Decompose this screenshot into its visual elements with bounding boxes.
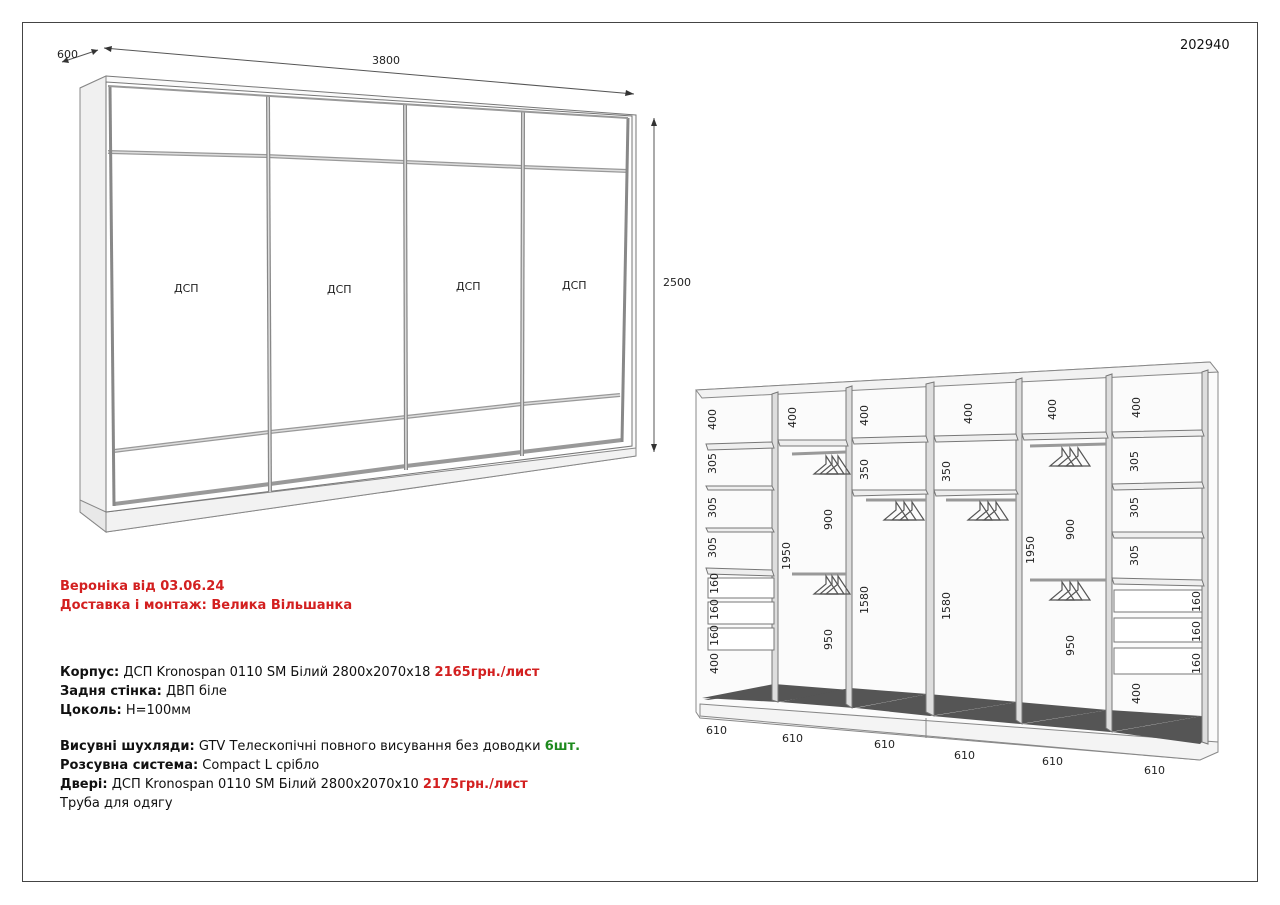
s4-label-3: 1580 — [940, 592, 953, 620]
s1-label-8: 400 — [708, 653, 721, 674]
s2-label-3: 900 — [822, 509, 835, 530]
width-label-3: 610 — [874, 738, 895, 751]
door-label-3: ДСП — [456, 280, 481, 293]
s5-label-4: 950 — [1064, 635, 1077, 656]
width-label-2: 610 — [782, 732, 803, 745]
s4-label-1: 400 — [962, 403, 975, 424]
order-number: 202940 — [1180, 38, 1230, 53]
s6-label-3: 305 — [1128, 497, 1141, 518]
s1-label-3: 305 — [706, 497, 719, 518]
s2-label-4: 950 — [822, 629, 835, 650]
spec-body: Корпус: ДСП Kronospan 0110 SM Білий 2800х2070х18 2165грн./лист — [60, 665, 540, 680]
s3-label-3: 1580 — [858, 586, 871, 614]
spec-sliding: Розсувна система: Compact L срібло — [60, 758, 320, 773]
spec-doors: Двері: ДСП Kronospan 0110 SM Білий 2800х2070х10 2175грн./лист — [60, 777, 528, 792]
s6-label-2: 305 — [1128, 451, 1141, 472]
spec-back: Задня стінка: ДВП біле — [60, 684, 227, 699]
s2-label-1: 400 — [786, 407, 799, 428]
door-label-2: ДСП — [327, 283, 352, 296]
specs-block-2 — [60, 737, 580, 813]
s1-label-4: 305 — [706, 537, 719, 558]
s5-label-1: 400 — [1046, 399, 1059, 420]
s1-label-5: 160 — [708, 573, 721, 594]
s5-label-3: 900 — [1064, 519, 1077, 540]
depth-label: 600 — [57, 48, 78, 61]
height-label: 2500 — [663, 276, 691, 289]
door-label-1: ДСП — [174, 282, 199, 295]
width-label-6: 610 — [1144, 764, 1165, 777]
s4-label-2: 350 — [940, 461, 953, 482]
specs-block-1 — [60, 663, 539, 720]
s6-label-7: 160 — [1190, 653, 1203, 674]
s2-label-2: 1950 — [780, 542, 793, 570]
width-label-4: 610 — [954, 749, 975, 762]
s1-label-2: 305 — [706, 453, 719, 474]
s1-label-7: 160 — [708, 625, 721, 646]
s6-label-5: 160 — [1190, 591, 1203, 612]
s6-label-1: 400 — [1130, 397, 1143, 418]
s6-label-8: 400 — [1130, 683, 1143, 704]
s1-label-6: 160 — [708, 599, 721, 620]
s3-label-1: 400 — [858, 405, 871, 426]
door-label-4: ДСП — [562, 279, 587, 292]
width-label-1: 610 — [706, 724, 727, 737]
client-info — [60, 577, 352, 615]
width-label-5: 610 — [1042, 755, 1063, 768]
width-label: 3800 — [372, 54, 400, 67]
s6-label-6: 160 — [1190, 621, 1203, 642]
s6-label-4: 305 — [1128, 545, 1141, 566]
client-line-2: Доставка і монтаж: Велика Вільшанка — [60, 598, 353, 613]
spec-drawers: Висувні шухляди: GTV Телескопічні повного висування без доводки 6шт. — [60, 739, 581, 754]
s3-label-2: 350 — [858, 459, 871, 480]
client-line-1: Вероніка від 03.06.24 — [60, 579, 225, 594]
spec-rail: Труба для одягу — [60, 796, 173, 811]
s1-label-1: 400 — [706, 409, 719, 430]
s5-label-2: 1950 — [1024, 536, 1037, 564]
spec-plinth: Цоколь: Н=100мм — [60, 703, 191, 718]
